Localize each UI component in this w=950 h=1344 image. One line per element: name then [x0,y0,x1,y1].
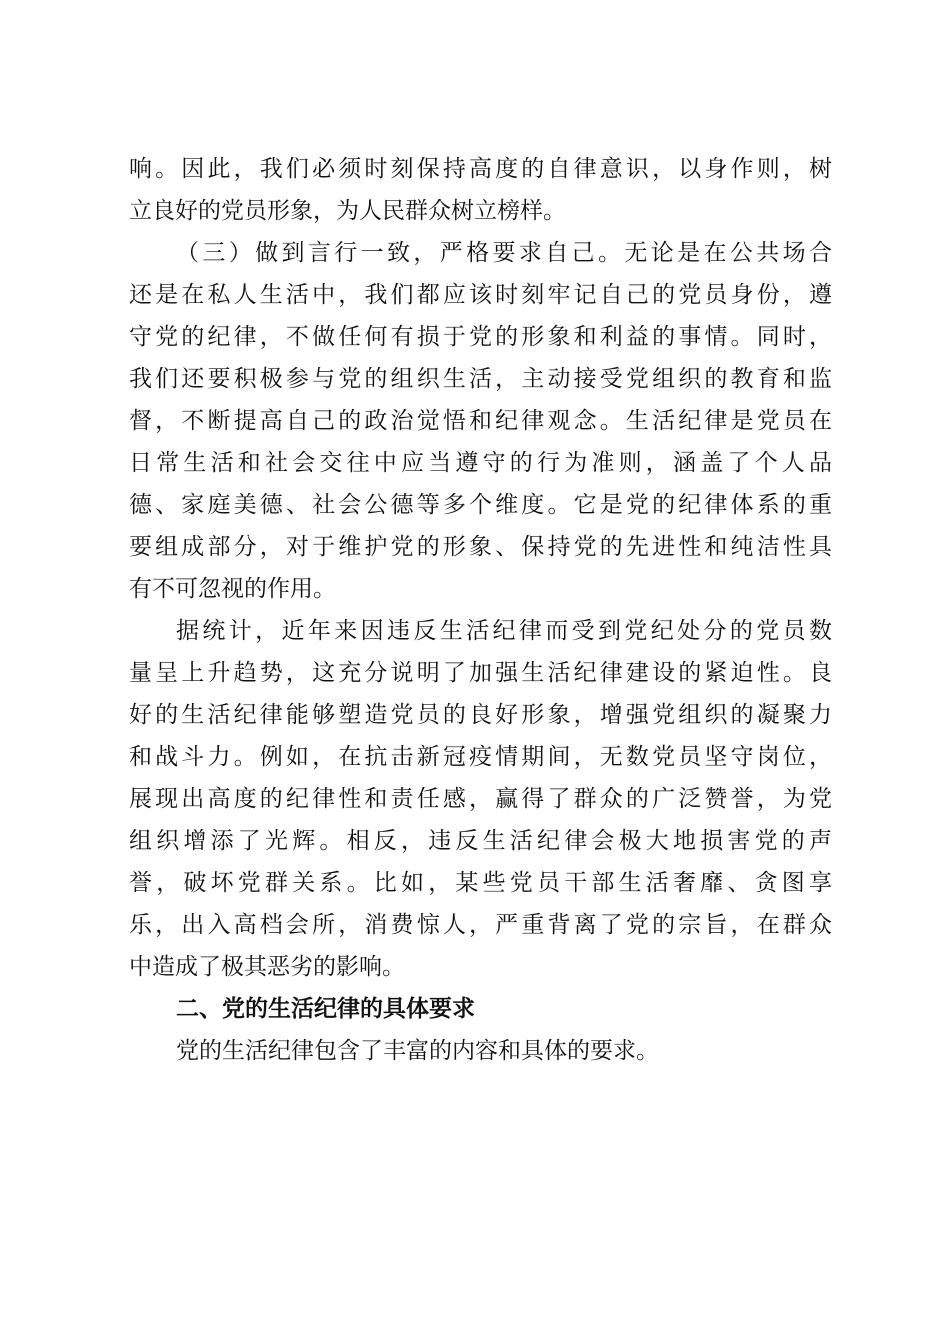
paragraph-p2 [129,232,832,610]
text-line: 据统计，近年来因违反生活纪律而受到党纪处分的党员数 [176,618,832,644]
text-line: 还是在私人生活中，我们都应该时刻牢记自己的党员身份，遵 [129,282,832,308]
text-line: 要组成部分，对于维护党的形象、保持党的先进性和纯洁性具 [129,534,832,560]
text-line: 守党的纪律，不做任何有损于党的形象和利益的事情。同时， [129,324,832,350]
text-line: 和战斗力。例如，在抗击新冠疫情期间，无数党员坚守岗位， [129,744,832,770]
text-line: 有不可忽视的作用。 [129,576,336,602]
text-line: 响。因此，我们必须时刻保持高度的自律意识，以身作则，树 [129,156,832,182]
text-line: 立良好的党员形象，为人民群众树立榜样。 [129,198,566,224]
text-line: 督，不断提高自己的政治觉悟和纪律观念。生活纪律是党员在 [129,408,832,434]
section-heading: 二、党的生活纪律的具体要求 [176,995,475,1022]
text-line: 誉，破坏党群关系。比如，某些党员干部生活奢靡、贪图享 [129,870,832,896]
closing-paragraph: 党的生活纪律包含了丰富的内容和具体的要求。 [176,1038,659,1064]
text-line: 展现出高度的纪律性和责任感，赢得了群众的广泛赞誉，为党 [129,786,832,812]
text-line: 我们还要积极参与党的组织生活，主动接受党组织的教育和监 [129,366,832,392]
text-line: 中造成了极其恶劣的影响。 [129,954,405,980]
text-line: 组织增添了光辉。相反，违反生活纪律会极大地损害党的声 [129,828,832,854]
text-line: 量呈上升趋势，这充分说明了加强生活纪律建设的紧迫性。良 [129,660,832,686]
document-body [129,148,832,1072]
paragraph-p3 [129,610,832,988]
text-line: 好的生活纪律能够塑造党员的良好形象，增强党组织的凝聚力 [129,702,832,728]
text-line: 德、家庭美德、社会公德等多个维度。它是党的纪律体系的重 [129,492,832,518]
text-line: 乐，出入高档会所，消费惊人，严重背离了党的宗旨，在群众 [129,912,832,938]
paragraph-p1 [129,148,832,232]
text-line: 日常生活和社会交往中应当遵守的行为准则，涵盖了个人品 [129,450,832,476]
text-line: （三）做到言行一致，严格要求自己。无论是在公共场合 [176,240,832,266]
